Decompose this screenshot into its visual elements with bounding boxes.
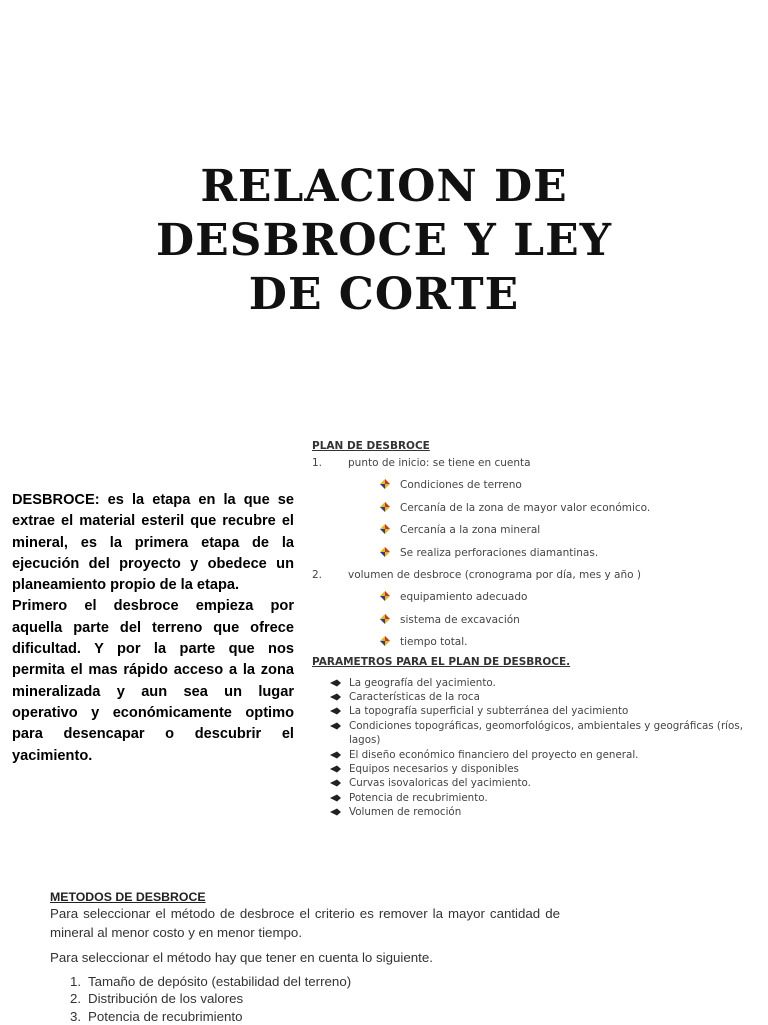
params-list-item bbox=[312, 704, 757, 718]
title-line-3: DE CORTE bbox=[248, 269, 520, 320]
plan-item-2-text: volumen de desbroce (cronograma por día, mes y año ) bbox=[348, 569, 642, 581]
arrow-bullet-icon bbox=[330, 794, 341, 802]
desbroce-definition bbox=[12, 490, 294, 767]
metodos-list-item bbox=[50, 973, 560, 990]
arrow-bullet-icon bbox=[330, 765, 341, 773]
arrow-bullet-icon bbox=[330, 693, 341, 701]
params-item-text: Potencia de recubrimiento. bbox=[349, 791, 488, 804]
plan-heading: PLAN DE DESBROCE bbox=[312, 440, 430, 452]
params-list-item bbox=[312, 690, 757, 704]
bullet-diamond-icon bbox=[380, 479, 390, 489]
plan-subitem-text: Condiciones de terreno bbox=[400, 479, 522, 491]
metodos-list-item bbox=[50, 1008, 560, 1025]
metodos-item-number: 2. bbox=[70, 991, 82, 1007]
definition-paragraph: DESBROCE: es la etapa en la que se extrae el material esteril que recubre el mineral, es la primera etapa de la ejecución del proyecto y obedece un planeamiento propio de la etapa. bbox=[12, 492, 294, 594]
plan-item-2-subitems bbox=[312, 586, 757, 654]
plan-item-1-text: punto de inicio: se tiene en cuenta bbox=[348, 457, 531, 469]
plan-subitem bbox=[312, 474, 757, 497]
plan-subitem bbox=[312, 497, 757, 520]
plan-subitem bbox=[312, 609, 757, 632]
metodos-list-item bbox=[50, 990, 560, 1007]
plan-item-2 bbox=[312, 564, 757, 586]
params-item-text: El diseño económico financiero del proyecto en general. bbox=[349, 748, 639, 761]
params-list-item bbox=[312, 805, 757, 819]
plan-subitem-text: sistema de excavación bbox=[400, 613, 520, 626]
bullet-diamond-icon bbox=[380, 591, 390, 601]
metodos-heading: METODOS DE DESBROCE bbox=[50, 890, 206, 904]
metodos-item-number: 1. bbox=[70, 974, 82, 989]
params-list bbox=[312, 676, 757, 820]
bullet-diamond-icon bbox=[380, 502, 390, 512]
plan-subitem-text: Se realiza perforaciones diamantinas. bbox=[400, 546, 599, 559]
arrow-bullet-icon bbox=[330, 779, 341, 787]
bullet-diamond-icon bbox=[380, 524, 390, 534]
metodos-section bbox=[50, 890, 560, 1025]
metodos-list bbox=[50, 973, 560, 1025]
params-list-item bbox=[312, 776, 757, 790]
plan-subitem bbox=[312, 542, 757, 565]
arrow-bullet-icon bbox=[330, 722, 341, 730]
params-list-item bbox=[312, 719, 757, 748]
bullet-diamond-icon bbox=[380, 547, 390, 557]
params-heading: PARAMETROS PARA EL PLAN DE DESBROCE. bbox=[312, 655, 571, 668]
page-title bbox=[0, 160, 768, 322]
params-list-item bbox=[312, 676, 757, 690]
params-item-text: La geografía del yacimiento. bbox=[349, 676, 496, 689]
metodos-paragraph-1: Para seleccionar el método de desbroce el criterio es remover la mayor cantidad de mineral al menor costo y en menor tiempo. bbox=[50, 906, 560, 940]
arrow-bullet-icon bbox=[330, 751, 341, 759]
params-list-item bbox=[312, 791, 757, 805]
bullet-diamond-icon bbox=[380, 614, 390, 624]
params-list-item bbox=[312, 748, 757, 762]
plan-item-2-number: 2. bbox=[312, 569, 323, 581]
metodos-item-text: Potencia de recubrimiento bbox=[88, 1008, 243, 1024]
params-list-item bbox=[312, 762, 757, 776]
plan-subitem-text: tiempo total. bbox=[400, 636, 468, 648]
metodos-item-text: Distribución de los valores bbox=[88, 991, 244, 1007]
metodos-item-number: 3. bbox=[70, 1008, 82, 1024]
plan-subitem bbox=[312, 519, 757, 542]
params-item-text: Curvas isovaloricas del yacimiento. bbox=[349, 777, 531, 790]
arrow-bullet-icon bbox=[330, 808, 341, 816]
params-item-text: Características de la roca bbox=[349, 690, 480, 703]
arrow-bullet-icon bbox=[330, 707, 341, 715]
title-line-1: RELACION DE bbox=[200, 161, 568, 212]
plan-subitem bbox=[312, 586, 757, 609]
params-item-text: Volumen de remoción bbox=[349, 806, 462, 819]
metodos-paragraph-2: Para seleccionar el método hay que tener en cuenta lo siguiente. bbox=[50, 950, 433, 965]
bullet-diamond-icon bbox=[380, 636, 390, 646]
params-item-text: La topografía superficial y subterránea del yacimiento bbox=[349, 705, 629, 718]
title-line-2: DESBROCE Y LEY bbox=[155, 215, 613, 266]
plan-item-1-subitems bbox=[312, 474, 757, 564]
plan-item-1-number: 1. bbox=[312, 457, 323, 469]
plan-subitem bbox=[312, 631, 757, 654]
params-item-text: Condiciones topográficas, geomorfológicos, ambientales y geográficas (ríos, lagos) bbox=[349, 719, 743, 747]
params-item-text: Equipos necesarios y disponibles bbox=[349, 762, 519, 775]
plan-section bbox=[312, 440, 757, 820]
arrow-bullet-icon bbox=[330, 679, 341, 687]
plan-subitem-text: equipamiento adecuado bbox=[400, 591, 528, 603]
plan-subitem-text: Cercanía de la zona de mayor valor económico. bbox=[400, 501, 651, 514]
metodos-item-text: Tamaño de depósito (estabilidad del terreno) bbox=[88, 974, 352, 989]
plan-subitem-text: Cercanía a la zona mineral bbox=[400, 524, 541, 536]
plan-item-1 bbox=[312, 452, 757, 474]
approach-paragraph: Primero el desbroce empieza por aquella parte del terreno que ofrece dificultad. Y por la parte que nos permita el mas rápido acceso a la zona mineralizada y aun sea un lugar operativo y económicamente optimo para desencapar o descubrir el yacimiento. bbox=[12, 598, 294, 764]
